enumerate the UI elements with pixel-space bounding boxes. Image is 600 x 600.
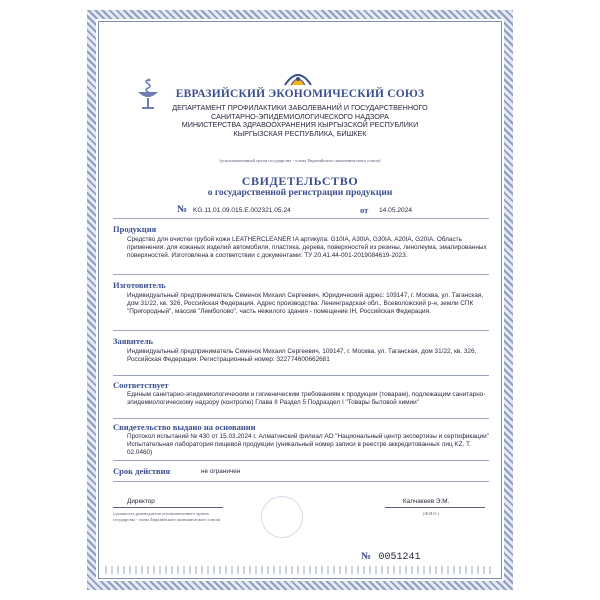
eaeu-logo-icon (283, 69, 313, 87)
divider (113, 460, 489, 461)
signer-name: Калчакеев Э.М. (403, 498, 450, 505)
divider (113, 218, 489, 219)
divider (113, 418, 489, 419)
divider (113, 274, 489, 275)
serial-label: № (361, 551, 372, 562)
union-title: ЕВРАЗИЙСКИЙ ЭКОНОМИЧЕСКИЙ СОЮЗ (175, 88, 425, 100)
position-line (113, 507, 223, 508)
applicant-heading: Заявитель (113, 336, 154, 346)
authority-caption: (уполномоченный орган государства - члена Евразийского экономического союза) (219, 158, 381, 163)
applicant-text: Индивидуальный предприниматель Семенок Михаил Сергеевич, 109147, г. Москва, ул. Таганская, дом 31/22, кв. 326, Российская Федерация. Регистрационный номер: 322774600662681 (127, 348, 477, 363)
certificate-sheet (87, 10, 513, 590)
seal-stamp (261, 496, 303, 538)
basis-text: Протокол испытаний № 430 от 15.03.2024 г. Алматинский филиал АО "Национальный центр экспертизы и сертификации" Испытательная лаборатория пищевой продукции (уникальный номер записи в реестре аккредитованных лиц KZ. T. 02.0460) (127, 433, 489, 456)
serial-number-row (361, 546, 421, 564)
department-line: МИНИСТЕРСТВА ЗДРАВООХРАНЕНИЯ КЫРГЫЗСКОЙ РЕСПУБЛИКИ (181, 120, 419, 130)
product-heading: Продукция (113, 224, 157, 234)
date-label: от (360, 205, 369, 215)
name-line (385, 507, 485, 508)
divider (113, 330, 489, 331)
product-text: Средство для очистки грубой кожи LEATHERCLEANER IA артикула: G10IA, A30IA, G30IA, A20IA, G20IA. Область применения: для кожаных изделий автомобиля, пластика, дерева, поверхностей из резины, линолеума, эмалированных поверхностей. Изготовлена в соответствии с документами: ТУ 20.41.44-001-2019084619-2023. (127, 236, 487, 259)
manufacturer-text: Индивидуальный предприниматель Семенок Михаил Сергеевич. Юридический адрес: 109147, г. Москва, ул. Таганская, дом 31/22, кв. 326, Российская Федерация. Адрес производства: Ленинградская обл., Всеволожский р-н, земли СПК "Пригородный", массив "Лемболово", часть нежилого здания - помещение IН, Российская Федерация. (127, 292, 484, 315)
registration-date: 14.05.2024 (379, 207, 413, 214)
number-label: № (177, 204, 188, 215)
registration-number: KG.11.01.09.015.E.002321.05.24 (193, 207, 291, 214)
registration-number-row (177, 205, 417, 219)
validity-value: не ограничен (201, 468, 241, 475)
name-caption: (Ф.И.О.) (423, 511, 440, 516)
validity-heading: Срок действия (113, 466, 171, 476)
position-caption: (должность руководителя уполномоченного органа государства - члена Евразийского экономического союза) (113, 511, 221, 522)
department-block (105, 104, 495, 138)
certificate-subtitle: о государственной регистрации продукции (207, 188, 393, 198)
basis-heading: Свидетельство выдано на основании (113, 422, 256, 432)
department-line: ДЕПАРТАМЕНТ ПРОФИЛАКТИКИ ЗАБОЛЕВАНИЙ И ГОСУДАРСТВЕННОГО (172, 103, 428, 112)
divider (113, 375, 489, 376)
certificate-content (105, 26, 495, 576)
certificate-title: СВИДЕТЕЛЬСТВО (241, 174, 359, 188)
manufacturer-heading: Изготовитель (113, 280, 166, 290)
signer-position: Директор (127, 498, 155, 505)
divider (113, 481, 489, 482)
conformity-heading: Соответствует (113, 380, 169, 390)
serial-number: 0051241 (378, 552, 421, 563)
department-line: САНИТАРНО-ЭПИДЕМИОЛОГИЧЕСКОГО НАДЗОРА (211, 111, 389, 121)
department-line: КЫРГЫЗСКАЯ РЕСПУБЛИКА, БИШКЕК (233, 128, 367, 138)
conformity-text: Единым санитарно-эпидемиологическим и гигиеническим требованиям к продукции (товарам), подлежащим санитарно-эпидемиологическому надзору (контролю) Глава II Раздел 5 Подраздел I "Товары бытовой химии" (127, 391, 486, 406)
bottom-ornament (105, 566, 495, 574)
